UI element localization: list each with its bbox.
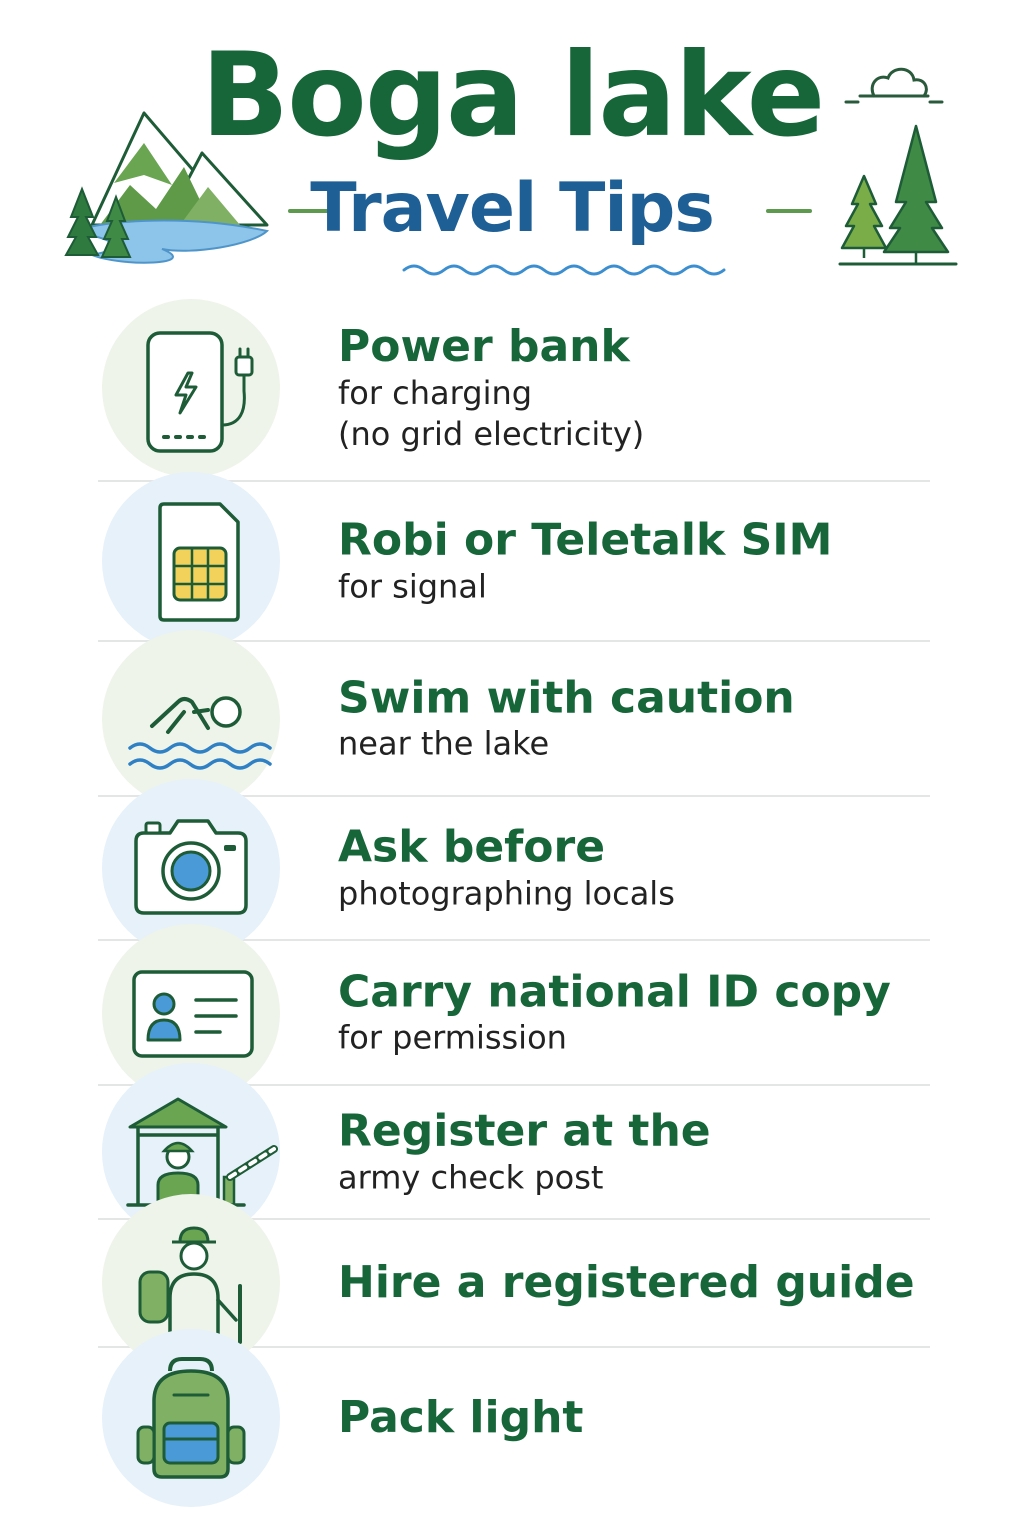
backpack-icon xyxy=(124,1351,258,1485)
tip-text xyxy=(338,515,832,608)
tip-title: Robi or Teletalk SIM xyxy=(338,514,833,566)
swimmer-icon xyxy=(124,652,258,786)
power-bank-icon xyxy=(124,321,258,455)
camera-icon xyxy=(124,801,258,935)
tip-pack-light xyxy=(98,1348,930,1488)
tip-text xyxy=(338,1392,583,1444)
subtitle-dash-right xyxy=(766,209,812,213)
tip-title: Register at the xyxy=(338,1105,711,1157)
sim-card-badge xyxy=(102,472,280,650)
tip-title: Carry national ID copy xyxy=(338,966,891,1018)
tip-title: Hire a registered guide xyxy=(338,1257,915,1309)
tip-national-id xyxy=(98,941,930,1086)
tip-text xyxy=(338,1106,711,1199)
sim-card-icon xyxy=(124,494,258,628)
power-bank-badge xyxy=(102,299,280,477)
page-subtitle: Travel Tips xyxy=(310,169,714,248)
tip-subtitle: for signal xyxy=(338,567,487,606)
page-title: Boga lake xyxy=(200,28,824,163)
tip-subtitle: near the lake xyxy=(338,724,550,763)
tip-title: Power bank xyxy=(338,321,630,373)
tip-subtitle: army check post xyxy=(338,1158,604,1197)
tip-text xyxy=(338,966,891,1059)
tip-subtitle: for permission xyxy=(338,1018,567,1057)
tip-title: Swim with caution xyxy=(338,672,795,724)
tip-power-bank xyxy=(98,296,930,482)
tip-text xyxy=(338,672,795,765)
wave-divider xyxy=(402,262,732,278)
id-card-icon xyxy=(124,946,258,1080)
header xyxy=(0,0,1024,300)
tip-title: Ask before xyxy=(338,821,606,873)
tip-text xyxy=(338,1257,915,1309)
tip-swim xyxy=(98,642,930,797)
tips-list xyxy=(98,296,930,1488)
tip-subtitle: photographing locals xyxy=(338,874,675,913)
tip-title: Pack light xyxy=(338,1392,584,1444)
tip-text xyxy=(338,822,675,915)
tip-text xyxy=(338,321,644,455)
tip-photography xyxy=(98,797,930,941)
tip-subtitle: for charging xyxy=(338,374,533,412)
backpack-badge xyxy=(102,1329,280,1507)
tip-sim-card xyxy=(98,482,930,642)
tip-note: (no grid electricity) xyxy=(338,414,645,453)
tip-guide xyxy=(98,1220,930,1348)
